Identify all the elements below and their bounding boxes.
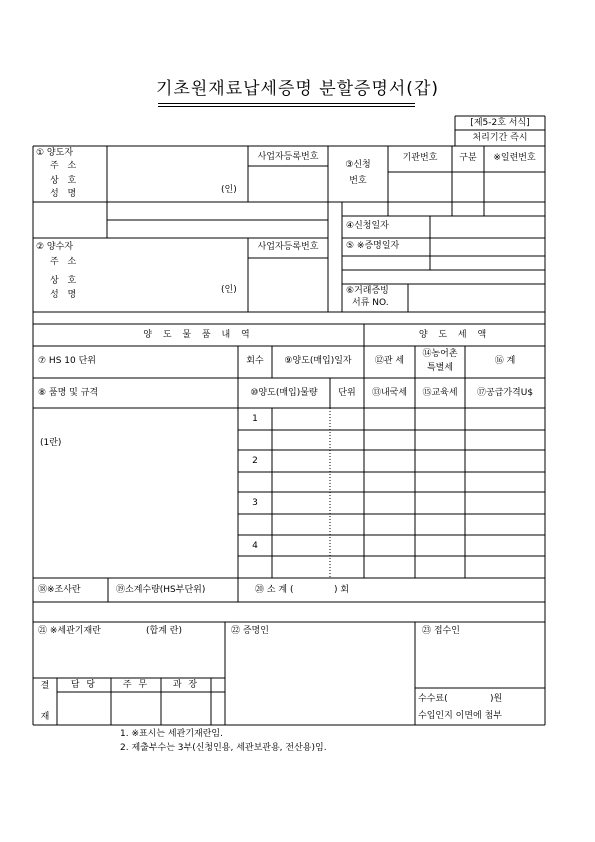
apply-date-label: ④신청일자 — [346, 221, 389, 231]
rural-tax-label-2: 특별세 — [426, 363, 454, 373]
domestic-tax-label: ⑬내국세 — [371, 388, 408, 398]
column-note: (1란) — [40, 438, 62, 448]
count-label: 회수 — [246, 356, 264, 366]
transferee-name-label: 성 명 — [50, 290, 80, 300]
transferee-seal: (인) — [221, 285, 237, 295]
request-no-label-2: 번호 — [349, 176, 367, 186]
cert-date-label: ⑤ ※증명일자 — [346, 241, 400, 251]
form-number: [제5-2호 서식] — [470, 118, 530, 128]
note-1: 1. ※표시는 세관기재란임. — [120, 729, 223, 739]
transfer-date-label: ⑨양도(매입)일자 — [284, 356, 352, 366]
serial-label: ※일련번호 — [493, 153, 536, 163]
fee-end-label: )원 — [490, 694, 503, 704]
entry-number: 4 — [252, 541, 258, 551]
staff-label: 담 당 — [70, 680, 98, 690]
transferee-label: ② 양수자 — [36, 242, 74, 252]
division-label: 구분 — [459, 153, 477, 163]
transferor-seal: (인) — [221, 185, 237, 195]
approval-label: 결 — [40, 681, 50, 691]
evidence-label-2: 서류 NO. — [352, 298, 389, 308]
joint-label: (합계 란) — [146, 626, 182, 636]
approval-label-2: 재 — [40, 712, 50, 722]
entry-number: 3 — [252, 498, 258, 508]
transferee-addr-label: 주 소 — [50, 257, 80, 267]
note-2: 2. 제출부수는 3부(신청인용, 세관보관용, 전산용)임. — [120, 743, 327, 753]
qty-label: ⑩양도(매입)물량 — [250, 388, 318, 398]
org-no-label: 기관번호 — [402, 153, 438, 163]
customs-entry-label: ㉑ ※세관기재란 — [38, 626, 101, 636]
manager-label: 과 장 — [172, 680, 200, 690]
edu-tax-label: ⑮교육세 — [422, 388, 458, 398]
goods-header: 양 도 물 품 내 역 — [143, 330, 254, 340]
subtotal-end-label: ) 회 — [334, 585, 350, 595]
receiver-label: ㉓ 접수인 — [422, 626, 460, 636]
transferor-addr-label: 주 소 — [50, 161, 80, 171]
unit-label: 단위 — [338, 388, 356, 398]
transferee-trade-label: 상 호 — [50, 276, 80, 286]
subtotal-label: ⑳ 소 계 ( — [255, 585, 294, 595]
hs-label: ⑦ HS 10 단위 — [38, 356, 96, 366]
transferor-biz-no-label: 사업자등록번호 — [257, 152, 319, 162]
transferor-label: ① 양도자 — [36, 148, 74, 158]
transferor-trade-label: 상 호 — [50, 176, 80, 186]
rural-tax-label: ⑭농어촌 — [422, 349, 458, 359]
spec-label: ⑧ 품명 및 규격 — [38, 388, 99, 398]
certifier-label: ㉒ 증명인 — [231, 626, 269, 636]
processing-period: 처리기간 즉시 — [472, 133, 528, 143]
evidence-label: ⑥거래증빙 — [346, 286, 389, 296]
form-title: 기초원재료납세증명 분할증명서(갑) — [156, 79, 439, 99]
tax-header: 양 도 세 액 — [418, 330, 491, 340]
customs-duty-label: ⑫관 세 — [374, 356, 405, 366]
stamp-label: 수입인지 이면에 첨부 — [418, 711, 502, 721]
supply-price-label: ⑰공급가격U$ — [476, 388, 534, 398]
survey-label: ⑱※조사란 — [38, 585, 81, 595]
subtotal-qty-label: ⑲소계수량(HS부단위) — [116, 585, 206, 595]
transferor-name-label: 성 명 — [50, 189, 80, 199]
chief-label: 주 무 — [122, 680, 150, 690]
fee-label: 수수료( — [418, 694, 448, 704]
total-label: ⑯ 계 — [494, 356, 516, 366]
entry-number: 1 — [252, 414, 258, 424]
request-no-label: ③신청 — [345, 160, 371, 170]
entry-number: 2 — [252, 456, 258, 466]
transferee-biz-no-label: 사업자등록번호 — [257, 242, 319, 252]
